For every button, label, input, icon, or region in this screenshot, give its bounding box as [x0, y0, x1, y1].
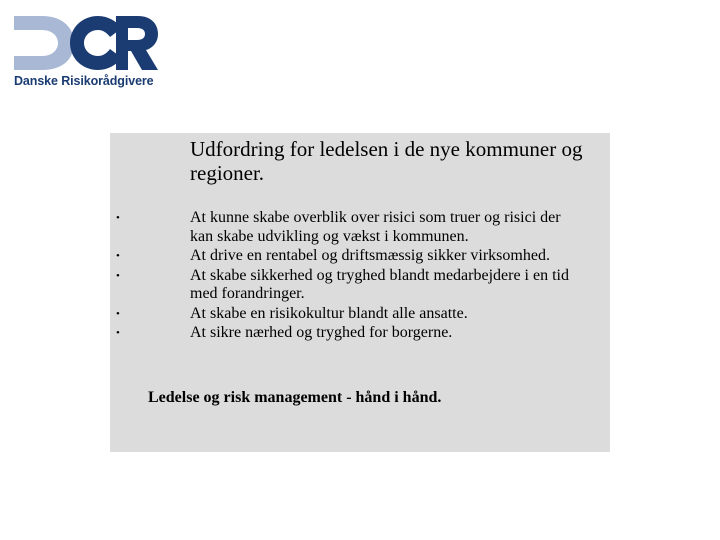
- list-item: [110, 267, 580, 304]
- bullet-icon: •: [116, 212, 120, 224]
- list-item: [110, 305, 580, 324]
- bullet-text: At drive en rentabel og driftsmæssig sikker virksomhed.: [190, 247, 550, 264]
- dcr-logo-graphic: [12, 12, 162, 74]
- bullet-text: At sikre nærhed og tryghed for borgerne.: [190, 324, 453, 341]
- bullet-icon: •: [116, 269, 120, 282]
- bullet-icon: •: [116, 327, 120, 339]
- bullet-icon: •: [116, 250, 120, 262]
- list-item: [110, 247, 580, 266]
- footer-tagline: Ledelse og risk management - hånd i hånd.: [148, 389, 442, 406]
- bullet-icon: •: [116, 307, 120, 320]
- company-logo: [12, 12, 162, 94]
- content-panel: [110, 133, 610, 452]
- slide-title: Udfordring for ledelsen i de nye kommuner og regioner.: [190, 137, 583, 185]
- list-item: [110, 209, 580, 246]
- list-item: [110, 324, 580, 343]
- bullet-text: At skabe en risikokultur blandt alle ansatte.: [190, 304, 468, 322]
- bullet-text: At kunne skabe overblik over risici som truer og risici der kan skabe udvikling og vækst i kommunen.: [190, 209, 561, 245]
- bullet-text: At skabe sikkerhed og tryghed blandt medarbejdere i en tid med forandringer.: [190, 266, 569, 302]
- logo-text: Danske Risikorådgivere: [14, 74, 154, 88]
- bullet-list: [110, 209, 610, 344]
